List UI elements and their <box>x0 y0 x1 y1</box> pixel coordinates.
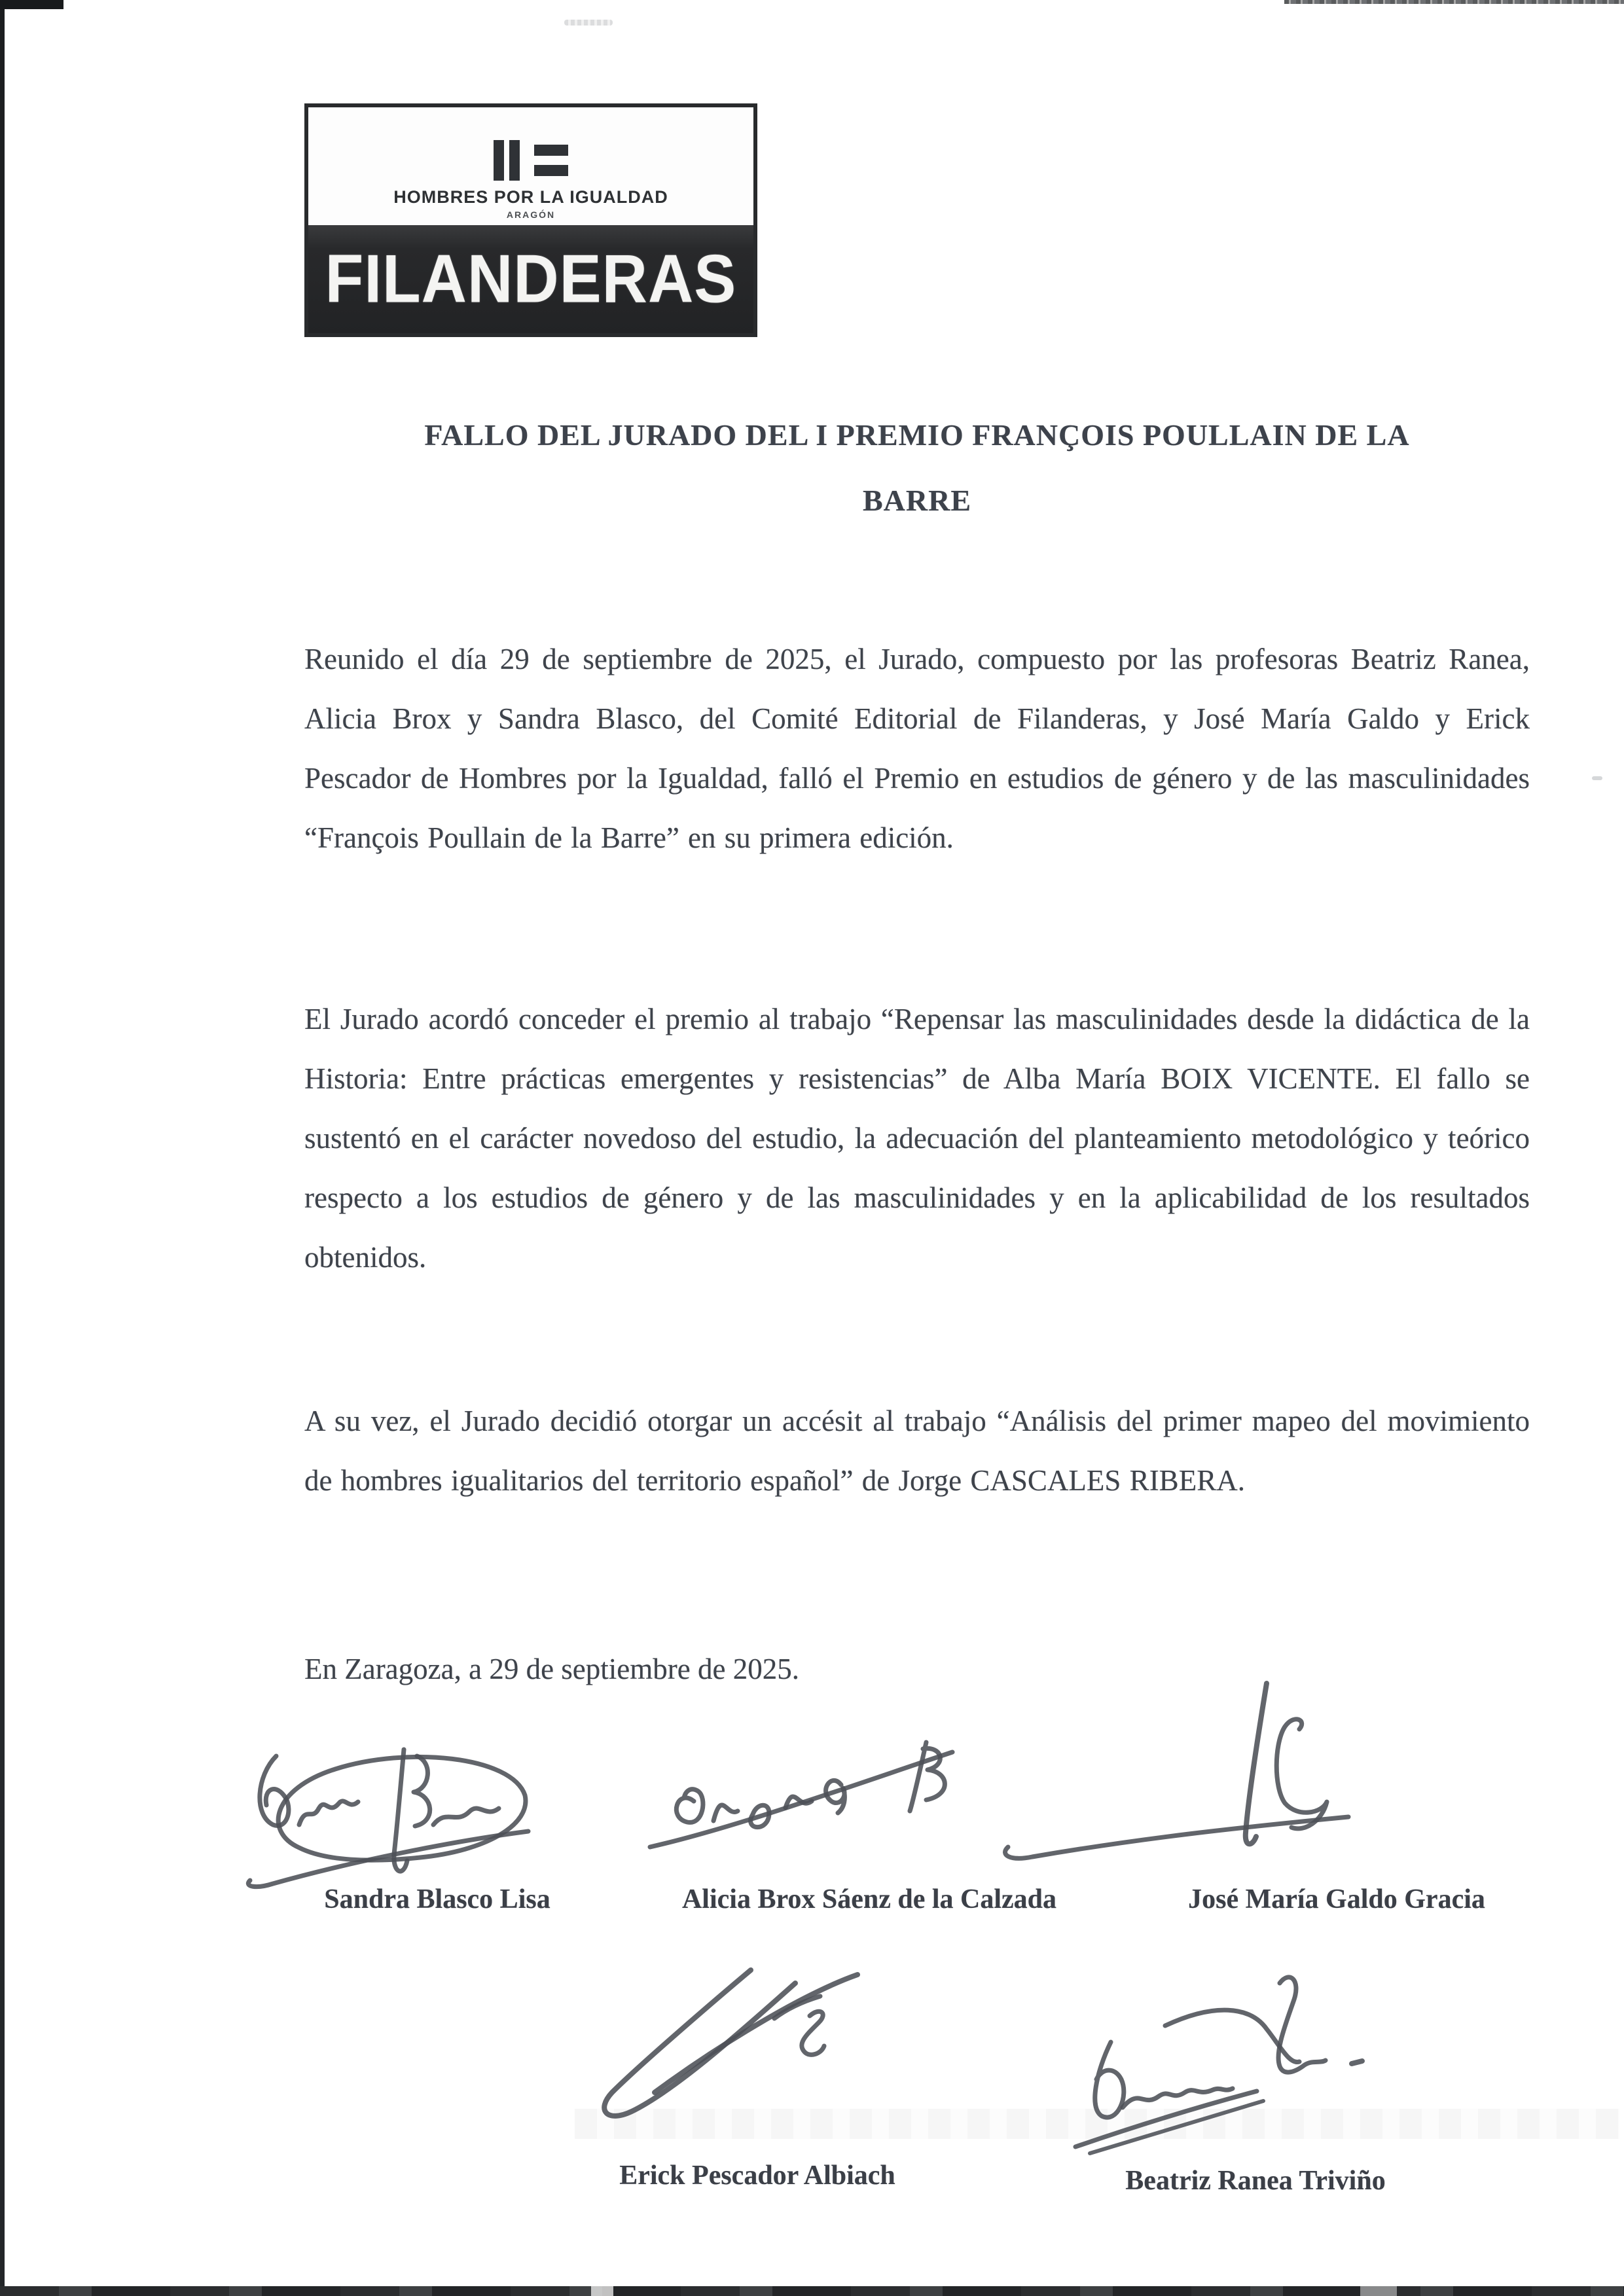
scan-artifact-top-left-bar <box>0 0 63 9</box>
paragraph-award-winner: El Jurado acordó conceder el premio al trabajo “Repensar las masculinidades desde la didáctica de la Historia: Entre prácticas emergentes y resistencias” de Alba María BOIX VICENTE. El fallo se sustentó en el carácter novedoso del estudio, la adecuación del planteamiento metodológico y teórico respecto a los estudios de género y de las masculinidades y en la aplicabilidad de los resultados obtenidos. <box>304 1003 1530 1274</box>
equality-bars-icon <box>491 140 571 181</box>
scan-artifact-top-right-line <box>1284 0 1624 4</box>
signatory-name-alicia-brox: Alicia Brox Sáenz de la Calzada <box>681 1884 1057 1914</box>
signatory-name-erick-pescador: Erick Pescador Albiach <box>619 2161 895 2191</box>
document-title-line1: FALLO DEL JURADO DEL I PREMIO FRANÇOIS POULLAIN DE LA <box>424 418 1410 452</box>
signature-jose-maria-galdo-image <box>992 1676 1358 1872</box>
logo-org-name: HOMBRES POR LA IGUALDAD <box>393 187 668 207</box>
scan-artifact-bottom-gap <box>591 2286 613 2296</box>
document-title <box>304 403 1530 533</box>
scan-artifact-top-smudge <box>564 20 613 26</box>
scan-artifact-left-edge <box>0 0 5 2296</box>
signature-sandra-blasco-image <box>237 1727 538 1890</box>
logo-org-region: ARAGÓN <box>506 209 556 220</box>
signatory-name-jose-maria-galdo: José María Galdo Gracia <box>1188 1884 1485 1914</box>
signature-erick-pescador-image <box>579 1958 933 2122</box>
logo-brand-band <box>308 225 753 333</box>
paragraph-accesit: A su vez, el Jurado decidió otorgar un accésit al trabajo “Análisis del primer mapeo del movimiento de hombres igualitarios del territorio español” de Jorge CASCALES RIBERA. <box>304 1405 1530 1497</box>
dateline: En Zaragoza, a 29 de septiembre de 2025. <box>304 1653 799 1685</box>
scan-artifact-right-speck <box>1592 776 1602 780</box>
logo-top-section <box>308 107 753 225</box>
logo-brand-text: FILANDERAS <box>325 241 737 317</box>
signatory-name-beatriz-ranea: Beatriz Ranea Triviño <box>1125 2166 1386 2196</box>
filanderas-logo <box>304 103 757 337</box>
scan-artifact-bottom-gap <box>1360 2286 1397 2296</box>
signature-alicia-brox-image <box>645 1729 959 1860</box>
signature-beatriz-ranea-image <box>1064 1967 1371 2157</box>
document-title-line2: BARRE <box>862 484 972 517</box>
paragraph-jury-meeting: Reunido el día 29 de septiembre de 2025, el Jurado, compuesto por las profesoras Beatriz Ranea, Alicia Brox y Sandra Blasco, del Comité Editorial de Filanderas, y José María Galdo y Erick Pescador de Hombres por la Igualdad, falló el Premio en estudios de género y de las masculinidades “François Poullain de la Barre” en su primera edición. <box>304 643 1530 854</box>
signatory-name-sandra-blasco: Sandra Blasco Lisa <box>324 1884 550 1914</box>
